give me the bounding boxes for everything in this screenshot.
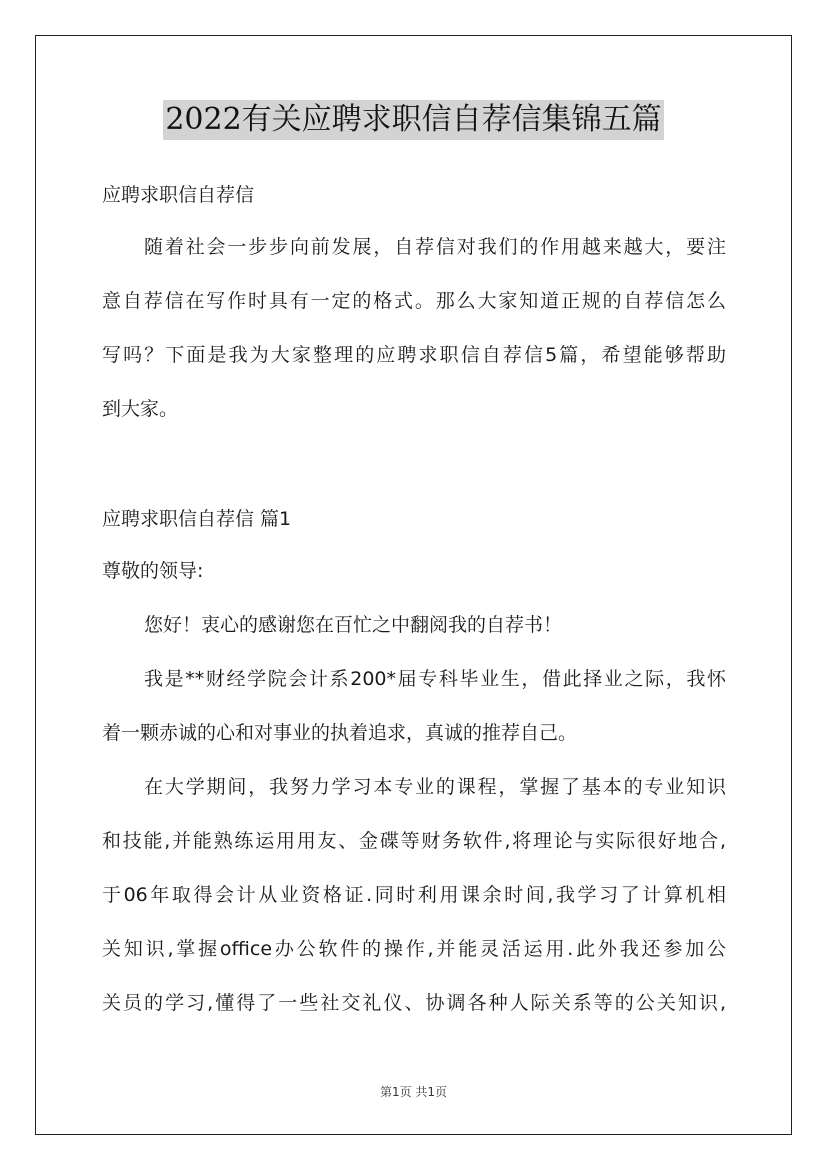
page-number: 第1页 共1页 — [379, 1085, 448, 1099]
paragraph-line: 和技能,并能熟练运用用友、金碟等财务软件,将理论与实际很好地合, — [102, 830, 726, 852]
title-container — [0, 100, 827, 140]
section-heading: 应聘求职信自荐信 — [102, 184, 255, 206]
paragraph-line: 于06年取得会计从业资格证.同时利用课余时间,我学习了计算机相 — [102, 884, 726, 906]
paragraph-line: 着一颗赤诚的心和对事业的执着追求，真诚的推荐自己。 — [102, 722, 578, 744]
paragraph-line: 我是**财经学院会计系200*届专科毕业生，借此择业之际，我怀 — [144, 668, 726, 690]
document-title: 2022有关应聘求职信自荐信集锦五篇 — [163, 100, 663, 140]
intro-line: 意自荐信在写作时具有一定的格式。那么大家知道正规的自荐信怎么 — [102, 290, 726, 312]
paragraph-line: 在大学期间，我努力学习本专业的课程，掌握了基本的专业知识 — [144, 776, 726, 798]
letter-heading: 应聘求职信自荐信 篇1 — [102, 508, 292, 530]
greeting: 您好！衷心的感谢您在百忙之中翻阅我的自荐书！ — [144, 614, 563, 636]
salutation: 尊敬的领导: — [102, 560, 204, 582]
intro-line: 到大家。 — [102, 398, 179, 420]
paragraph-line: 关知识,掌握office办公软件的操作,并能灵活运用.此外我还参加公 — [102, 938, 726, 960]
intro-line: 写吗？下面是我为大家整理的应聘求职信自荐信5篇，希望能够帮助 — [102, 344, 726, 366]
paragraph-line: 关员的学习,懂得了一些社交礼仪、协调各种人际关系等的公关知识, — [102, 992, 726, 1014]
intro-line: 随着社会一步步向前发展，自荐信对我们的作用越来越大，要注 — [144, 236, 726, 258]
